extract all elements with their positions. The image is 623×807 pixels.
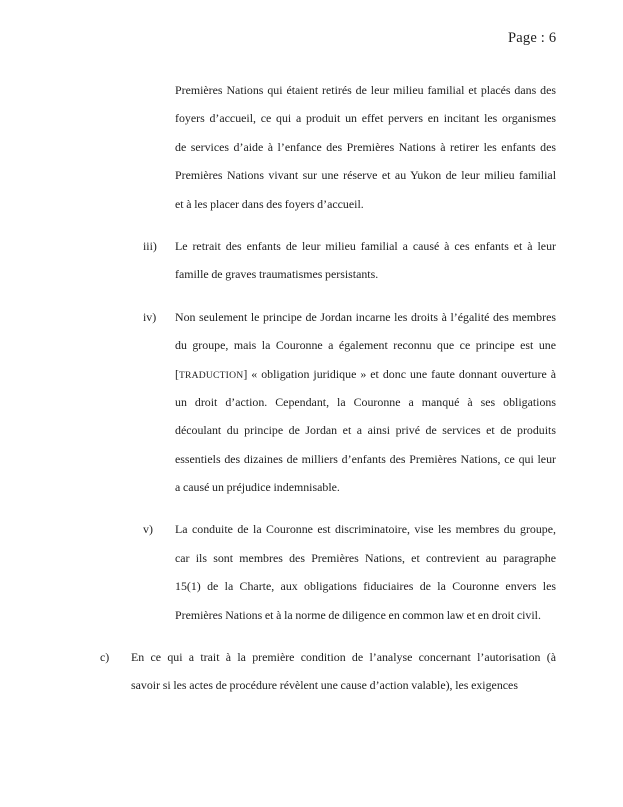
paragraph-c — [100, 643, 556, 700]
paragraph-continuation — [175, 76, 556, 218]
text-line: [TRADUCTION] « obligation juridique » et donc une faute donnant ouverture à — [175, 366, 556, 381]
text-line: découlant du principe de Jordan et a ainsi privé de services et de produits — [175, 423, 556, 438]
text-line: du groupe, mais la Couronne a également reconnu que ce principe est une — [175, 338, 556, 353]
text-line: Non seulement le principe de Jordan incarne les droits à l’égalité des membres — [175, 309, 556, 324]
list-marker: v) — [143, 522, 153, 537]
paragraph-v — [143, 515, 556, 629]
text-line: Le retrait des enfants de leur milieu familial a causé à ces enfants et à leur — [175, 238, 556, 253]
list-marker: iii) — [143, 238, 157, 253]
text-line: Premières Nations vivant sur une réserve et au Yukon de leur milieu familial — [175, 168, 556, 183]
text-line: Premières Nations qui étaient retirés de leur milieu familial et placés dans des — [175, 83, 556, 97]
list-marker: c) — [100, 650, 110, 665]
smallcaps-token: TRADUCTION — [178, 369, 244, 381]
paragraph-iii — [143, 232, 556, 289]
text-line: famille de graves traumatismes persistants. — [175, 267, 379, 282]
text-line: et à les placer dans des foyers d’accueil. — [175, 196, 364, 211]
document-body — [0, 76, 623, 714]
text-line: Premières Nations et à la norme de diligence en common law et en droit civil. — [175, 607, 541, 622]
text-line: de services d’aide à l’enfance des Premières Nations à retirer les enfants des — [175, 139, 556, 154]
text-line: 15(1) de la Charte, aux obligations fiduciaires de la Couronne envers les — [175, 579, 556, 594]
text-line: a causé un préjudice indemnisable. — [175, 480, 340, 495]
text-line: La conduite de la Couronne est discriminatoire, vise les membres du groupe, — [175, 522, 556, 537]
text-line: savoir si les actes de procédure révèlent une cause d’action valable), les exigences — [131, 678, 518, 693]
page-number: Page : 6 — [508, 30, 557, 46]
list-marker: iv) — [143, 309, 157, 324]
text-line: En ce qui a trait à la première condition de l’analyse concernant l’autorisation (à — [131, 650, 556, 665]
paragraph-iv — [143, 303, 556, 502]
text-line: car ils sont membres des Premières Nations, et contrevient au paragraphe — [175, 550, 556, 565]
text-line: foyers d’accueil, ce qui a produit un effet pervers en incitant les organismes — [175, 111, 556, 126]
text-line: essentiels des dizaines de milliers d’enfants des Premières Nations, ce qui leur — [175, 451, 556, 466]
text-line: un droit d’action. Cependant, la Couronne a manqué à ses obligations — [175, 394, 556, 409]
